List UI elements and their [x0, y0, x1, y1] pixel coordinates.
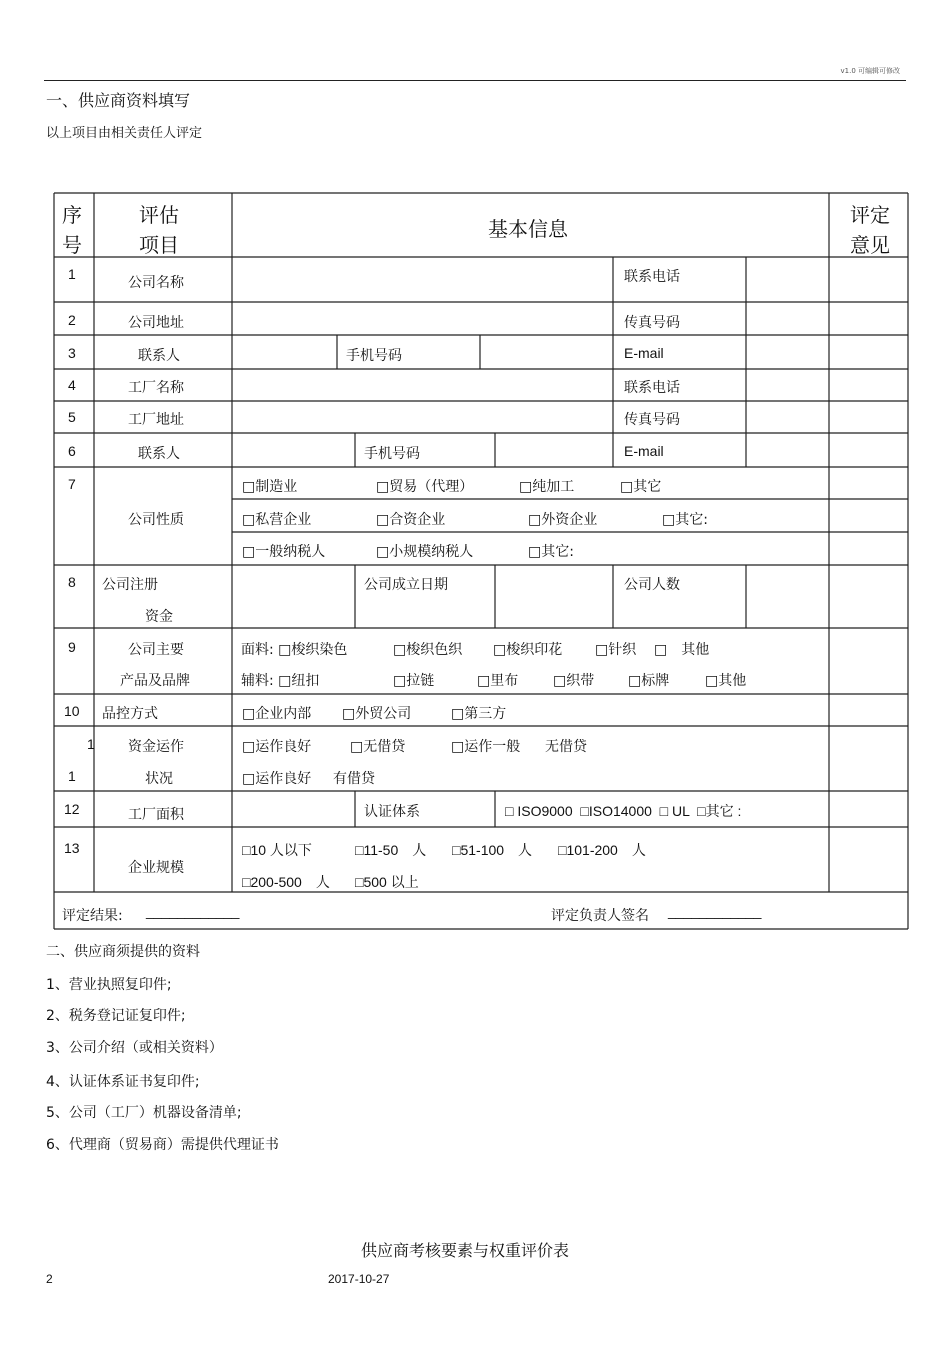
header-opinion-1: 评定 [850, 203, 890, 227]
row-label-company-address: 公司地址 [128, 315, 184, 331]
checkbox-200-500[interactable]: □200-500 人 [242, 874, 330, 890]
checkbox-small-taxpayer[interactable]: □小规模纳税人 [376, 544, 474, 560]
header-index-2: 号 [62, 233, 82, 257]
field-label-email: E-mail [624, 345, 664, 361]
row-number: 13 [64, 840, 80, 856]
row-number: 10 [64, 703, 80, 719]
checkbox-51-100[interactable]: □51-100 人 [452, 842, 533, 858]
checkbox-manufacturer[interactable]: □制造业 [242, 479, 298, 495]
checkbox-general-taxpayer[interactable]: □一般纳税人 [242, 544, 326, 560]
row-number: 4 [68, 377, 76, 393]
row-number-part-2: 1 [68, 768, 76, 784]
checkbox-operating-normal[interactable]: □运作一般 [451, 739, 521, 755]
result-label: 评定结果: [62, 908, 123, 924]
checkbox-button[interactable]: 辅料: □纽扣 [241, 673, 320, 689]
field-label-fax: 传真号码 [624, 412, 680, 428]
checkbox-woven-printed[interactable]: □梭织印花 [493, 642, 563, 658]
checkbox-over-500[interactable]: □500 以上 [355, 874, 419, 890]
field-label-staff-count: 公司人数 [624, 577, 680, 593]
checkbox-other[interactable]: □其他 [705, 673, 747, 689]
row-label-factory-area: 工厂面积 [128, 807, 184, 823]
row-number: 12 [64, 801, 80, 817]
field-label-phone: 联系电话 [624, 380, 680, 396]
list-item: 3、公司介绍（或相关资料） [46, 1040, 223, 1056]
header-opinion-2: 意见 [850, 233, 890, 257]
checkbox-under-10[interactable]: □10 人以下 [242, 842, 312, 858]
checkbox-101-200[interactable]: □101-200 人 [558, 842, 646, 858]
checkbox-yarn-dyed[interactable]: □梭织色织 [393, 642, 463, 658]
row-label-main-products-2: 产品及品牌 [120, 673, 190, 689]
checkbox-certifications[interactable]: □ ISO9000 □ISO14000 □ UL □其它 : [505, 803, 742, 819]
option-text-no-loan: 无借贷 [545, 739, 587, 755]
checkbox-lining[interactable]: □里布 [477, 673, 519, 689]
checkbox-third-party[interactable]: □第三方 [451, 706, 507, 722]
checkbox-knitted[interactable]: □针织 [595, 642, 637, 658]
row-number-part-1: 1 [87, 736, 95, 752]
signer-label: 评定负责人签名 [551, 908, 649, 924]
checkbox-zipper[interactable]: □拉链 [393, 673, 435, 689]
list-item: 6、代理商（贸易商）需提供代理证书 [46, 1137, 279, 1153]
checkbox-operating-well[interactable]: □运作良好 [242, 771, 312, 787]
section1-title: 一、供应商资料填写 [46, 91, 191, 110]
header-item-2: 项目 [139, 233, 179, 257]
row-number: 5 [68, 409, 76, 425]
list-item: 2、税务登记证复印件; [46, 1008, 186, 1024]
signer-blank[interactable]: ____________ [668, 903, 762, 919]
checkbox-processing[interactable]: □纯加工 [519, 479, 575, 495]
list-item: 4、认证体系证书复印件; [46, 1074, 200, 1090]
checkbox-joint-venture[interactable]: □合资企业 [376, 512, 446, 528]
checkbox-operating-well[interactable]: □运作良好 [242, 739, 312, 755]
field-label-founded-date: 公司成立日期 [364, 577, 448, 593]
row-label-factory-address: 工厂地址 [128, 412, 184, 428]
row-number: 8 [68, 574, 76, 590]
list-item: 1、营业执照复印件; [46, 977, 172, 993]
field-label-mobile: 手机号码 [364, 446, 420, 462]
row-number: 1 [68, 266, 76, 282]
result-blank[interactable]: ____________ [146, 903, 240, 919]
page-number: 2 [46, 1272, 53, 1286]
row-label-capital-operation-1: 资金运作 [128, 739, 184, 755]
row-label-contact: 联系人 [138, 446, 180, 462]
checkbox-foreign[interactable]: □外资企业 [528, 512, 598, 528]
row-label-capital-operation-2: 状况 [145, 771, 173, 787]
checkbox-foreign-trade[interactable]: □外贸公司 [342, 706, 412, 722]
next-table-title: 供应商考核要素与权重评价表 [360, 1241, 569, 1260]
row-number: 2 [68, 312, 76, 328]
checkbox-other[interactable]: □ 其他 [654, 642, 710, 658]
field-label-certification: 认证体系 [364, 804, 420, 820]
row-number: 7 [68, 476, 76, 492]
row-label-company-scale: 企业规模 [128, 860, 184, 876]
row-label-quality-control: 品控方式 [102, 706, 158, 722]
option-text-has-loan: 有借贷 [333, 771, 375, 787]
row-label-company-type: 公司性质 [128, 512, 184, 528]
footer-date: 2017-10-27 [328, 1272, 390, 1286]
checkbox-other[interactable]: □其它: [662, 512, 708, 528]
header-basic-info: 基本信息 [488, 217, 568, 241]
checkbox-no-loan[interactable]: □无借贷 [350, 739, 406, 755]
checkbox-private[interactable]: □私营企业 [242, 512, 312, 528]
checkbox-label[interactable]: □标牌 [628, 673, 670, 689]
header-index-1: 序 [62, 203, 82, 227]
field-label-fax: 传真号码 [624, 315, 680, 331]
header-item-1: 评估 [139, 203, 179, 227]
row-label-factory-name: 工厂名称 [128, 380, 184, 396]
row-number: 6 [68, 443, 76, 459]
row-label-registered-capital-1: 公司注册 [102, 577, 158, 593]
field-label-email: E-mail [624, 443, 664, 459]
section2-title: 二、供应商须提供的资料 [46, 944, 200, 960]
checkbox-11-50[interactable]: □11-50 人 [355, 842, 427, 858]
row-number: 3 [68, 345, 76, 361]
row-label-company-name: 公司名称 [128, 275, 184, 291]
checkbox-webbing[interactable]: □织带 [553, 673, 595, 689]
checkbox-woven-dyed[interactable]: 面料: □梭织染色 [241, 642, 348, 658]
row-number: 9 [68, 639, 76, 655]
checkbox-other[interactable]: □其它 [620, 479, 662, 495]
section1-note: 以上项目由相关责任人评定 [46, 126, 203, 141]
checkbox-trade-agent[interactable]: □贸易（代理） [376, 479, 474, 495]
version-note: v1.0 可编辑可修改 [840, 67, 900, 75]
list-item: 5、公司（工厂）机器设备清单; [46, 1105, 242, 1121]
field-label-mobile: 手机号码 [346, 348, 402, 364]
row-label-main-products-1: 公司主要 [128, 642, 184, 658]
checkbox-other[interactable]: □其它: [528, 544, 574, 560]
row-label-contact: 联系人 [138, 348, 180, 364]
checkbox-internal[interactable]: □企业内部 [242, 706, 312, 722]
field-label-phone: 联系电话 [624, 269, 680, 285]
row-label-registered-capital-2: 资金 [145, 609, 173, 625]
